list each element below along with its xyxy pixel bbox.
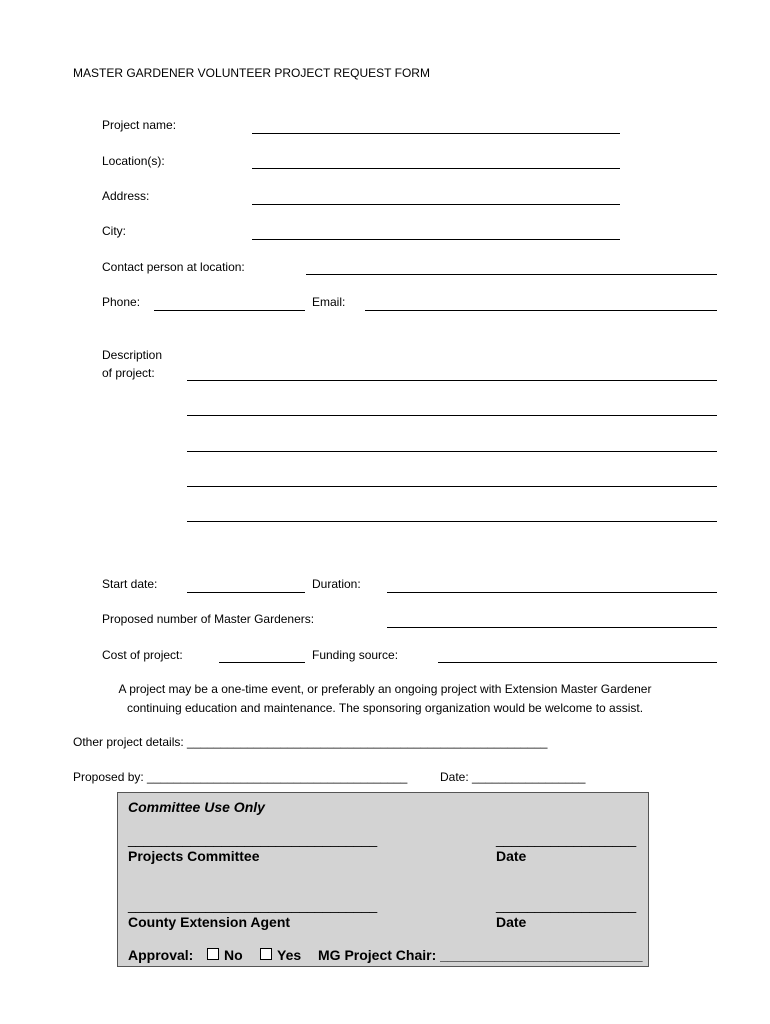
contact-person-field[interactable] bbox=[306, 274, 717, 275]
approval-label: Approval: bbox=[128, 947, 194, 963]
contact-person-label: Contact person at location: bbox=[102, 260, 245, 274]
description-field-line[interactable] bbox=[187, 380, 717, 381]
duration-label: Duration: bbox=[312, 577, 361, 591]
funding-source-label: Funding source: bbox=[312, 648, 399, 662]
start-date-field[interactable] bbox=[187, 592, 305, 593]
description-field-line[interactable] bbox=[187, 415, 717, 416]
projects-committee-signature-line[interactable]: ________________________________ bbox=[128, 831, 378, 847]
city-field[interactable] bbox=[252, 239, 620, 240]
date-field[interactable]: Date: _________________ bbox=[440, 770, 586, 784]
approval-no-checkbox[interactable] bbox=[207, 948, 219, 960]
form-title: MASTER GARDENER VOLUNTEER PROJECT REQUEST FORM bbox=[73, 66, 430, 80]
address-field[interactable] bbox=[252, 204, 620, 205]
proposed-number-label: Proposed number of Master Gardeners: bbox=[102, 612, 315, 626]
approval-no-label: No bbox=[224, 947, 243, 963]
locations-field[interactable] bbox=[252, 168, 620, 169]
duration-field[interactable] bbox=[387, 592, 717, 593]
date1-label: Date bbox=[496, 848, 527, 864]
project-name-label: Project name: bbox=[102, 118, 177, 132]
cost-field[interactable] bbox=[219, 662, 305, 663]
description-label-line2: of project: bbox=[102, 366, 155, 380]
email-label: Email: bbox=[312, 295, 346, 309]
proposed-by-field[interactable]: Proposed by: _______________________________________ bbox=[73, 770, 408, 784]
date2-label: Date bbox=[496, 914, 527, 930]
funding-source-field[interactable] bbox=[438, 662, 717, 663]
phone-label: Phone: bbox=[102, 295, 141, 309]
description-label-line1: Description bbox=[102, 348, 163, 362]
phone-field[interactable] bbox=[154, 310, 305, 311]
description-field-line[interactable] bbox=[187, 486, 717, 487]
description-field-line[interactable] bbox=[187, 451, 717, 452]
mg-project-chair-field[interactable]: MG Project Chair: __________________________ bbox=[318, 947, 643, 963]
description-field-line[interactable] bbox=[187, 521, 717, 522]
email-field[interactable] bbox=[365, 310, 717, 311]
project-note-line1: A project may be a one-time event, or preferably an ongoing project with Extension Master Gardener bbox=[118, 682, 652, 696]
address-label: Address: bbox=[102, 189, 150, 203]
start-date-label: Start date: bbox=[102, 577, 158, 591]
locations-label: Location(s): bbox=[102, 154, 165, 168]
approval-yes-checkbox[interactable] bbox=[260, 948, 272, 960]
other-details-field[interactable]: Other project details: ______________________________________________________ bbox=[73, 735, 548, 749]
projects-committee-label: Projects Committee bbox=[128, 848, 260, 864]
proposed-number-field[interactable] bbox=[387, 627, 717, 628]
project-note bbox=[60, 680, 710, 718]
project-name-field[interactable] bbox=[252, 133, 620, 134]
project-note-line2: continuing education and maintenance. The sponsoring organization would be welcome to assist. bbox=[126, 701, 644, 715]
date2-signature-line[interactable]: __________________ bbox=[496, 897, 637, 913]
committee-use-box bbox=[117, 792, 649, 967]
date1-signature-line[interactable]: __________________ bbox=[496, 831, 637, 847]
city-label: City: bbox=[102, 224, 126, 238]
approval-yes-label: Yes bbox=[277, 947, 302, 963]
cost-label: Cost of project: bbox=[102, 648, 183, 662]
committee-heading: Committee Use Only bbox=[128, 799, 265, 815]
county-agent-signature-line[interactable]: ________________________________ bbox=[128, 897, 378, 913]
county-agent-label: County Extension Agent bbox=[128, 914, 291, 930]
